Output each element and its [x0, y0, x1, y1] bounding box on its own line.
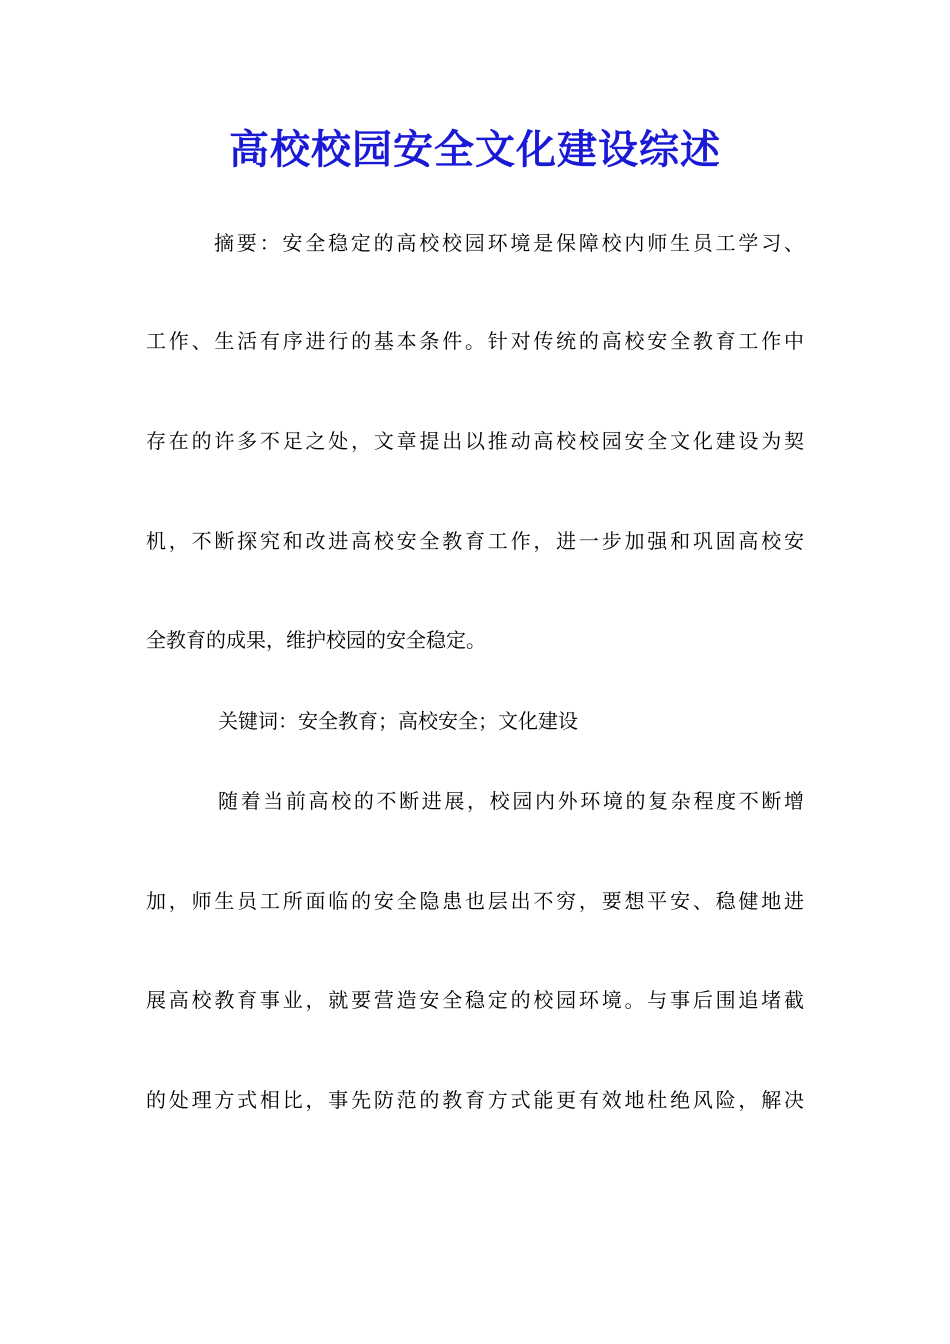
body-line-2: 加，师生员工所面临的安全隐患也层出不穷，要想平安、稳健地进: [146, 889, 804, 913]
document-title: 高校校园安全文化建设综述: [229, 126, 721, 173]
body-line-1: 随着当前高校的不断进展，校园内外环境的复杂程度不断增: [218, 789, 804, 813]
abstract-line-4: 机，不断探究和改进高校安全教育工作，进一步加强和巩固高校安: [146, 529, 804, 553]
keywords-line: 关键词：安全教育；高校安全；文化建设: [218, 709, 578, 733]
body-line-3: 展高校教育事业，就要营造安全稳定的校园环境。与事后围追堵截: [146, 988, 804, 1012]
abstract-line-1: 摘要：安全稳定的高校校园环境是保障校内师生员工学习、: [214, 231, 804, 255]
abstract-line-2: 工作、生活有序进行的基本条件。针对传统的高校安全教育工作中: [146, 329, 804, 353]
abstract-line-3: 存在的许多不足之处，文章提出以推动高校校园安全文化建设为契: [146, 429, 804, 453]
abstract-line-5: 全教育的成果，维护校园的安全稳定。: [146, 628, 486, 652]
body-line-4: 的处理方式相比，事先防范的教育方式能更有效地杜绝风险，解决: [146, 1088, 804, 1112]
